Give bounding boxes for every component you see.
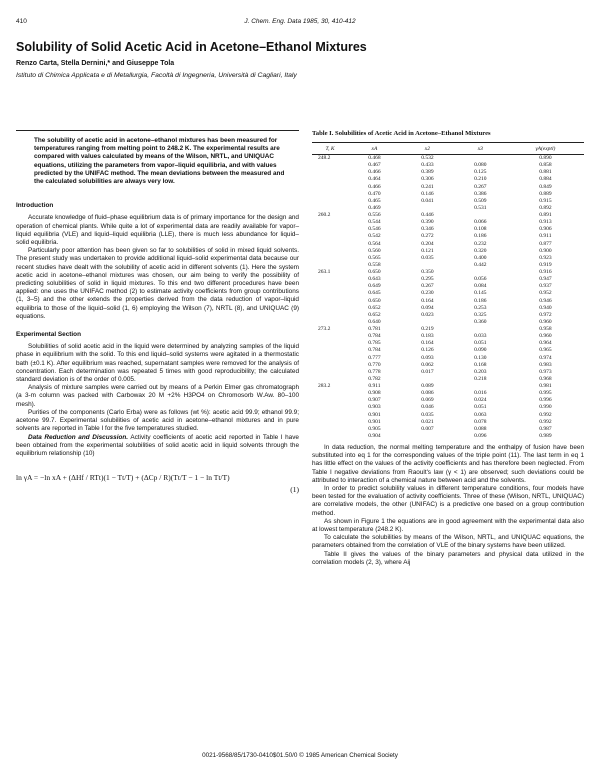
experimental-paragraph-2: Analysis of mixture samples were carried out by means of a Perkin Elmer gas chromatograph (a 3-m column was packed with Carbowax 20 M +2% H3PO4 on Chromosorb W.Aw. 80–100 mesh).	[16, 384, 299, 408]
table-cell: 0.130	[474, 354, 487, 361]
table-cell	[312, 397, 348, 404]
table-cell: 0.164	[421, 340, 434, 347]
table-cell: 0.386	[474, 190, 487, 197]
table-cell: 0.913	[539, 219, 552, 226]
table-row	[312, 155, 584, 163]
table-row	[312, 290, 584, 297]
table-row	[312, 191, 584, 198]
table-cell: 0.785	[368, 340, 381, 347]
table-cell: 0.907	[368, 397, 381, 404]
table-cell: 0.346	[421, 226, 434, 233]
table-cell: 273.2	[318, 326, 331, 332]
table-cell: 0.992	[539, 418, 552, 425]
table-cell: 0.021	[421, 418, 434, 425]
table-cell: 0.556	[368, 212, 381, 218]
table-cell: 0.325	[474, 311, 487, 318]
table-cell: 0.890	[539, 155, 552, 161]
table-cell: 0.046	[421, 404, 434, 411]
table-cell: 0.889	[539, 190, 552, 197]
table-row	[312, 319, 584, 326]
table-cell: 0.849	[539, 183, 552, 190]
table-row	[312, 205, 584, 212]
table-row	[312, 433, 584, 440]
table-cell: 0.905	[368, 425, 381, 432]
table-cell: 0.121	[421, 247, 434, 254]
table-cell: 0.007	[421, 425, 434, 432]
table-cell: 0.267	[421, 283, 434, 290]
table-cell: 0.096	[474, 432, 487, 439]
table-cell: 0.146	[421, 190, 434, 197]
table-cell: 0.241	[421, 183, 434, 190]
table-cell: 0.466	[368, 169, 381, 176]
table-row	[312, 162, 584, 169]
table-cell	[312, 412, 348, 419]
table-cell: 0.033	[474, 333, 487, 340]
table-cell	[312, 169, 348, 176]
table-cell: 0.947	[539, 276, 552, 283]
table-cell: 0.542	[368, 233, 381, 240]
table-cell: 0.295	[421, 276, 434, 283]
table-row	[312, 176, 584, 183]
table-row	[312, 390, 584, 397]
table-cell: 0.465	[368, 197, 381, 204]
column-header: x2	[401, 143, 454, 155]
table-cell: 0.186	[474, 297, 487, 304]
table-cell	[312, 333, 348, 340]
table-cell: 0.093	[421, 354, 434, 361]
intro-heading: Introduction	[16, 202, 54, 210]
table-cell: 0.108	[474, 226, 487, 233]
table-cell: 0.389	[421, 169, 434, 176]
paper-title: Solubility of Solid Acetic Acid in Acetone–Ethanol Mixtures	[16, 40, 367, 54]
equation-1	[16, 464, 299, 494]
table-cell: 0.782	[368, 375, 381, 382]
table-cell: 0.084	[474, 283, 487, 290]
table-cell: 0.186	[474, 233, 487, 240]
table-row	[312, 226, 584, 233]
running-header	[16, 18, 584, 30]
table-cell	[312, 376, 348, 383]
right-paragraph-1: In data reduction, the normal melting temperature and the enthalpy of fusion have been substituted into eq 1 for the corresponding values of the triple point (11). The last term in eq 1 has little effect on the values of the activity coefficients and has therefore been neglected. From Table I negative deviations from Raoult's law (γ < 1) are observed; such deviations could be attributed to interaction of a chemical nature between acid and the solvents.	[312, 444, 584, 484]
table-cell: 0.062	[421, 361, 434, 368]
table-row	[312, 262, 584, 269]
table-cell: 0.981	[539, 383, 552, 389]
table-cell	[312, 262, 348, 269]
table-cell: 0.972	[539, 311, 552, 318]
table-row	[312, 355, 584, 362]
table-cell: 0.770	[368, 361, 381, 368]
table-cell	[312, 276, 348, 283]
table-cell: 0.035	[421, 411, 434, 418]
table-cell: 0.778	[368, 368, 381, 375]
table-cell	[401, 319, 454, 326]
table-cell	[312, 184, 348, 191]
column-header: γA(exptl)	[507, 143, 584, 155]
intro-paragraph-2: Particularly poor attention has been given so far to solubilities of solid in mixed liquid solvents. The present study was undertaken to provide additional liquid–solid experimental data because our recent studies have dealt with the solubility of acetic acid in different solvents (1). Here the system acetic acid in acetone–ethanol mixtures was chosen, our aim being to verify the possibility of predicting solubilities of solid in liquid mixtures. To this end two different procedures have been applied: one uses the UNIFAC method (2) to estimate activity coefficients from group contributions (1, 3–5) and the other extends the properties derived from the data reduction of vapor–liquid equilibria to those of the liquid–solid (1, 6) employing the Wilson (7), NRTL (8), and UNIQUAC (9) equations.	[16, 247, 299, 320]
table-row	[312, 312, 584, 319]
table-cell: 0.923	[539, 254, 552, 261]
table-cell: 0.784	[368, 333, 381, 340]
table-cell	[312, 241, 348, 248]
table-cell: 0.509	[474, 197, 487, 204]
column-header: xA	[348, 143, 401, 155]
table-cell	[312, 191, 348, 198]
table-cell	[401, 376, 454, 383]
table-row	[312, 233, 584, 240]
right-paragraph-3: As shown in Figure 1 the equations are in good agreement with the experimental data also at lowest temperature (248.2 K).	[312, 517, 584, 534]
table-cell: 0.643	[368, 276, 381, 283]
table-cell: 0.024	[474, 397, 487, 404]
table-row	[312, 347, 584, 354]
table-row	[312, 184, 584, 191]
table-cell	[312, 312, 348, 319]
table-cell	[312, 340, 348, 347]
table-cell: 0.400	[474, 254, 487, 261]
table-cell	[312, 205, 348, 212]
table-cell: 0.204	[421, 240, 434, 247]
table-cell: 0.974	[539, 354, 552, 361]
table-cell	[312, 433, 348, 440]
table-cell: 0.904	[368, 432, 381, 439]
table-cell: 0.470	[368, 190, 381, 197]
table-cell: 0.360	[474, 318, 487, 325]
table-cell: 0.016	[474, 390, 487, 397]
table-row	[312, 305, 584, 312]
table-cell: 0.203	[474, 368, 487, 375]
left-column	[16, 130, 299, 494]
table-cell: 0.946	[539, 297, 552, 304]
table-row	[312, 426, 584, 433]
table-cell	[454, 269, 507, 276]
table-cell: 0.089	[421, 383, 434, 389]
table-cell: 263.1	[318, 269, 331, 275]
table-row	[312, 269, 584, 276]
affiliation: Istituto di Chimica Applicata e di Metallurgia, Facoltà di Ingegneria, Università di Cagliari, Italy	[16, 72, 297, 79]
table-cell: 0.650	[368, 297, 381, 304]
table-cell: 0.937	[539, 283, 552, 290]
table-cell: 0.272	[421, 233, 434, 240]
table-cell: 0.560	[368, 247, 381, 254]
table-row	[312, 383, 584, 390]
table-row	[312, 362, 584, 369]
abstract: The solubility of acetic acid in acetone–ethanol mixtures has been measured for temperatures ranging from melting point to 248.2 K. The experimental results are compared with values calculated by means of the Wilson, NRTL, and UNIQUAC equations, utilizing the parameters from vapor–liquid equilibria, and with values predicted by the UNIFAC method. The mean deviations between the measured and the calculated solubilities are always very low.	[16, 130, 299, 192]
column-header: x3	[454, 143, 507, 155]
table-cell	[312, 305, 348, 312]
table-cell	[454, 326, 507, 333]
table-cell: 0.080	[474, 162, 487, 169]
table-cell: 0.564	[368, 240, 381, 247]
table-cell: 0.901	[368, 418, 381, 425]
table-row	[312, 376, 584, 383]
table-cell	[312, 298, 348, 305]
table-cell	[401, 433, 454, 440]
footer-copyright: 0021-9568/85/1730-0410$01.50/0 © 1985 American Chemical Society	[202, 752, 398, 759]
table-cell: 0.908	[368, 390, 381, 397]
table-cell: 0.078	[474, 418, 487, 425]
table-cell: 0.983	[539, 361, 552, 368]
table-row	[312, 219, 584, 226]
table-cell: 0.051	[474, 404, 487, 411]
table-cell: 0.892	[539, 204, 552, 211]
table-cell: 0.066	[474, 219, 487, 226]
page-number: 410	[16, 18, 27, 25]
table-cell: 0.911	[539, 233, 552, 240]
data-reduction-paragraph	[16, 434, 299, 459]
table-cell: 0.964	[539, 340, 552, 347]
table-cell	[454, 383, 507, 390]
table-row	[312, 412, 584, 419]
table-cell: 0.565	[368, 254, 381, 261]
table-cell: 0.960	[539, 333, 552, 340]
table-row	[312, 255, 584, 262]
data-reduction-text: Activity coefficients of acetic acid reported in Table I have been obtained from the experimental solubilities of solid acetic acid in liquid solvents through the equilibrium relationship (10)	[16, 433, 299, 457]
table-cell: 0.063	[474, 411, 487, 418]
table-cell	[312, 233, 348, 240]
table-cell: 0.916	[539, 269, 552, 275]
journal-citation: J. Chem. Eng. Data 1985, 30, 410-412	[244, 18, 356, 25]
table-cell: 0.466	[368, 183, 381, 190]
table-cell: 0.900	[539, 247, 552, 254]
solubility-table	[312, 142, 584, 440]
table-cell: 0.469	[368, 204, 381, 211]
table-cell: 0.069	[421, 397, 434, 404]
table-cell: 0.306	[421, 176, 434, 183]
table-cell: 0.253	[474, 304, 487, 311]
table-row	[312, 404, 584, 411]
table-cell	[454, 212, 507, 219]
table-cell: 0.881	[539, 169, 552, 176]
table-cell: 0.777	[368, 354, 381, 361]
intro-paragraph-1: Accurate knowledge of fluid–phase equilibrium data is of primary importance for the design and operation of chemical plants. While quite a lot of experimental data are readily available for vapor–liquid equilibria (VLE) and liquid–liquid equilibria (LLE), there is much less abundance for liquid–solid equilibria.	[16, 214, 299, 247]
table-cell: 0.183	[421, 333, 434, 340]
table-cell	[312, 419, 348, 426]
table-cell: 0.051	[474, 340, 487, 347]
table-cell: 0.090	[474, 347, 487, 354]
equation-text: ln γA = −ln xA + (ΔHf / RTt)(1 − Tt/T) + (ΔCp / R)(Tt/T − 1 − ln Tt/T)	[16, 473, 230, 483]
experimental-heading: Experimental Section	[16, 331, 81, 339]
table-cell: 0.877	[539, 240, 552, 247]
table-cell	[312, 248, 348, 255]
table-cell: 0.996	[539, 397, 552, 404]
table-cell: 0.088	[474, 425, 487, 432]
experimental-paragraph-1: Solubilities of solid acetic acid in the liquid were determined by analyzing samples of the liquid phase in equilibrium with the solid. To this end liquid–solid systems were agitated in a thermostatic bath (±0.1 K). After equilibrium was reached, supernatant samples were removed for the analysis of concentration. Each determination was repeated 5 times with good reproducibility; the calculated standard deviation is of the order of 0.005.	[16, 343, 299, 384]
table-row	[312, 241, 584, 248]
table-cell: 0.320	[474, 247, 487, 254]
experimental-paragraph-3: Purities of the components (Carlo Erba) were as follows (wt %): acetic acid 99.9; ethanol 99.9; acetone 99.7. Experimental solubilities of acetic acid in acetone–ethanol mixtures and in pure solvents are reported in Table I for the five temperatures studied.	[16, 408, 299, 433]
table-cell: 0.903	[368, 404, 381, 411]
table-row	[312, 198, 584, 205]
table-cell: 0.035	[421, 254, 434, 261]
table-cell	[312, 404, 348, 411]
table-cell: 0.645	[368, 290, 381, 297]
table-cell	[312, 347, 348, 354]
table-cell: 0.884	[539, 176, 552, 183]
table-row	[312, 340, 584, 347]
table-cell: 0.652	[368, 311, 381, 318]
table-cell: 0.901	[368, 411, 381, 418]
table-cell	[312, 355, 348, 362]
table-cell: 0.230	[421, 290, 434, 297]
table-cell	[312, 369, 348, 376]
table-cell: 0.232	[474, 240, 487, 247]
table-cell: 0.464	[368, 176, 381, 183]
table-cell: 0.990	[539, 404, 552, 411]
table-row	[312, 283, 584, 290]
table-cell	[312, 219, 348, 226]
table-cell: 0.558	[368, 261, 381, 268]
table-cell	[312, 176, 348, 183]
table-cell: 0.433	[421, 162, 434, 169]
table-cell: 0.952	[539, 290, 552, 297]
table-cell: 0.546	[368, 226, 381, 233]
table-cell: 0.468	[368, 155, 381, 161]
table-cell: 0.531	[474, 204, 487, 211]
table-cell: 0.218	[474, 375, 487, 382]
table-cell: 0.267	[474, 183, 487, 190]
table-cell: 283.2	[318, 383, 331, 389]
right-paragraph-5: Table II gives the values of the binary parameters and physical data utilized in the correlation models (2, 3), where Aij	[312, 550, 584, 566]
table-cell: 0.219	[421, 326, 434, 332]
table-row	[312, 369, 584, 376]
table-cell	[312, 226, 348, 233]
table-cell: 0.992	[539, 411, 552, 418]
table-cell: 0.915	[539, 197, 552, 204]
table-cell	[312, 319, 348, 326]
table-cell: 0.965	[539, 347, 552, 354]
table-cell: 0.973	[539, 368, 552, 375]
table-cell: 0.056	[474, 276, 487, 283]
table-cell: 0.784	[368, 347, 381, 354]
table-cell	[312, 283, 348, 290]
table-cell: 260.2	[318, 212, 331, 218]
table-cell	[401, 262, 454, 269]
authors: Renzo Carta, Stella Dernini,* and Giuseppe Tola	[16, 60, 175, 67]
table-row	[312, 397, 584, 404]
table-cell: 0.640	[368, 318, 381, 325]
data-reduction-lead: Data Reduction and Discussion.	[28, 433, 129, 441]
table-row	[312, 169, 584, 176]
table-cell: 0.350	[421, 269, 434, 275]
table-cell	[401, 205, 454, 212]
table-cell: 0.467	[368, 162, 381, 169]
table-cell	[312, 290, 348, 297]
table-cell: 0.145	[474, 290, 487, 297]
table-cell: 0.781	[368, 326, 381, 332]
table-cell: 0.989	[539, 432, 552, 439]
table-cell: 0.168	[474, 361, 487, 368]
table-cell: 0.041	[421, 197, 434, 204]
table-cell: 0.911	[368, 383, 381, 389]
table-cell: 0.940	[539, 304, 552, 311]
right-paragraph-4: To calculate the solubilities by means of the Wilson, NRTL, and UNIQUAC equations, the parameters obtained from the correlation of VLE of the binary systems have been utilized.	[312, 534, 584, 550]
table-row	[312, 276, 584, 283]
table-cell: 0.987	[539, 425, 552, 432]
table-cell: 0.650	[368, 269, 381, 275]
table-cell	[312, 255, 348, 262]
table-cell: 0.960	[539, 318, 552, 325]
column-header: T, K	[312, 143, 348, 155]
table-cell: 0.446	[421, 212, 434, 218]
table-cell	[312, 198, 348, 205]
table-cell: 0.017	[421, 368, 434, 375]
table-cell: 0.891	[539, 212, 552, 218]
table-cell: 0.968	[539, 375, 552, 382]
table-row	[312, 419, 584, 426]
table-cell: 0.164	[421, 297, 434, 304]
table-row	[312, 298, 584, 305]
right-column	[312, 130, 584, 567]
table-header-row	[312, 143, 584, 155]
table-cell: 0.023	[421, 311, 434, 318]
table-cell: 0.210	[474, 176, 487, 183]
right-body-text	[312, 444, 584, 567]
table-cell: 0.532	[421, 155, 434, 161]
table-row	[312, 248, 584, 255]
table-cell: 0.652	[368, 304, 381, 311]
right-paragraph-2: In order to predict solubility values in different temperature conditions, four models have been tested for the evaluation of activity coefficients. Three of these (Wilson, NRTL, UNIQUAC) are correlative models, the other (UNIFAC) is a predictive one based on a group contribution method.	[312, 485, 584, 517]
table-cell: 0.858	[539, 162, 552, 169]
table-cell: 0.442	[474, 261, 487, 268]
table-row	[312, 333, 584, 340]
table-row	[312, 326, 584, 333]
table-cell: 0.995	[539, 390, 552, 397]
table-cell: 0.125	[474, 169, 487, 176]
equation-number: (1)	[290, 485, 299, 495]
table-cell	[312, 390, 348, 397]
table-cell: 0.649	[368, 283, 381, 290]
table-cell: 0.919	[539, 261, 552, 268]
table-cell: 0.958	[539, 326, 552, 332]
table-cell: 0.544	[368, 219, 381, 226]
table-cell	[312, 362, 348, 369]
table-cell: 0.086	[421, 390, 434, 397]
table-cell: 0.906	[539, 226, 552, 233]
table-cell	[312, 426, 348, 433]
table-cell	[312, 162, 348, 169]
table-row	[312, 212, 584, 219]
table-cell: 248.2	[318, 155, 331, 161]
table-cell: 0.126	[421, 347, 434, 354]
table-caption: Table I. Solubilities of Acetic Acid in Acetone–Ethanol Mixtures	[312, 130, 491, 137]
table-cell	[454, 155, 507, 163]
table-cell: 0.390	[421, 219, 434, 226]
table-cell: 0.094	[421, 304, 434, 311]
